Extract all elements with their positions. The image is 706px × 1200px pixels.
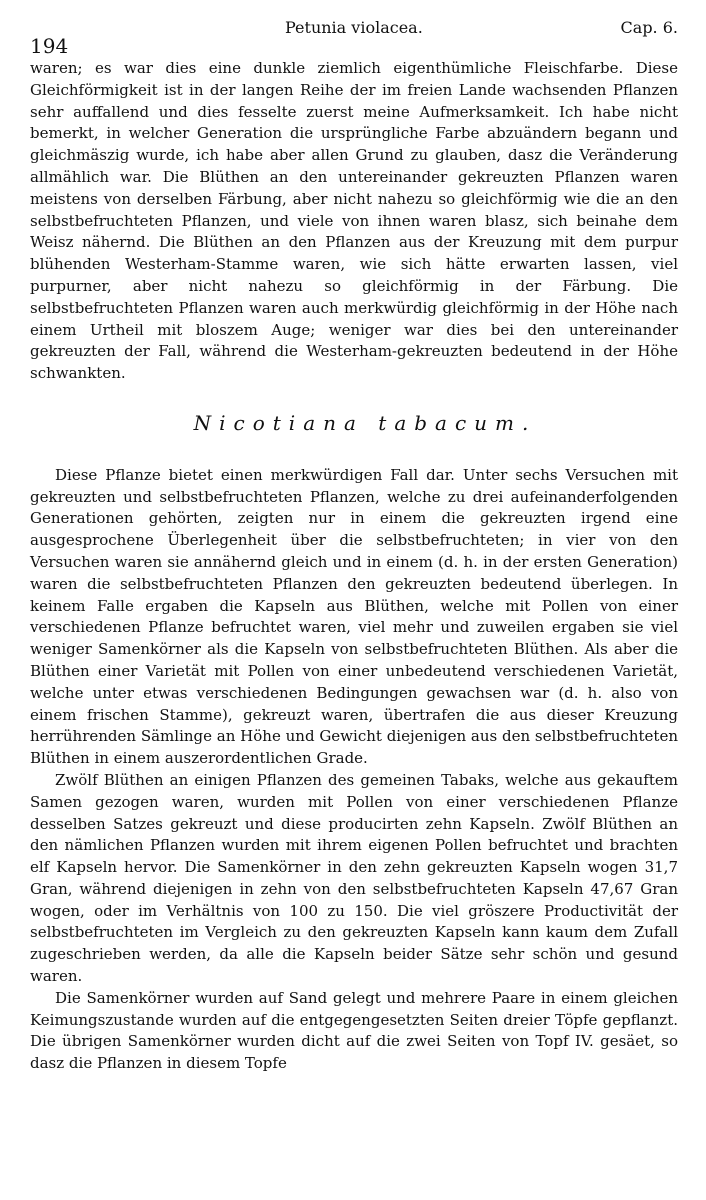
page-header [30, 10, 678, 58]
running-title: Petunia violacea. [285, 18, 423, 37]
paragraph-continuation: waren; es war dies eine dunkle ziemlich eigenthümliche Fleischfarbe. Diese Gleichförmigkeit ist in der langen Reihe der im freien Lande wachsenden Pflanzen sehr auffallend und dies fesselte zuerst meine Aufmerksamkeit. Ich habe nicht bemerkt, in welcher Generation die ursprüngliche Farbe abzuändern begann und gleichmäszig wurde, ich habe aber allen Grund zu glauben, dasz die Veränderung allmählich war. Die Blüthen an den untereinander gekreuzten Pflanzen waren meistens von derselben Färbung, aber nicht nahezu so gleichförmig wie die an den selbstbefruchteten Pflanzen, und viele von ihnen waren blasz, sich beinahe dem Weisz nähernd. Die Blüthen an den Pflanzen aus der Kreuzung mit dem purpur blühenden Westerham-Stamme waren, wie sich hätte erwarten lassen, viel purpurner, aber nicht nahezu so gleichförmig in der Färbung. Die selbstbefruchteten Pflanzen waren auch merkwürdig gleichförmig in der Höhe nach einem Urtheil mit bloszem Auge; weniger war dies bei den untereinander gekreuzten der Fall, während die Westerham-gekreuzten bedeutend in der Höhe schwankten. [30, 59, 678, 383]
document-body [30, 58, 678, 1075]
paragraph: Diese Pflanze bietet einen merkwürdigen Fall dar. Unter sechs Versuchen mit gekreuzten und selbstbefruchteten Pflanzen, welche zu drei aufeinanderfolgenden Generationen gehörten, zeigten nur in einem die gekreuzten irgend eine ausgesprochene Überlegenheit über die selbstbefruchteten; in vier von den Versuchen waren sie annähernd gleich und in einem (d. h. in der ersten Generation) waren die selbstbefruchteten Pflanzen den gekreuzten bedeutend überlegen. In keinem Falle ergaben die Kapseln aus Blüthen, welche mit Pollen von einer verschiedenen Pflanze befruchtet waren, viel mehr und zuweilen ergaben sie viel weniger Samenkörner als die Kapseln von selbstbefruchteten Blüthen. Als aber die Blüthen einer Varietät mit Pollen von einer unbedeutend verschiedenen Varietät, welche unter etwas verschiedenen Bedingungen gewachsen war (d. h. also von einem frischen Stamme), gekreuzt waren, übertrafen die aus dieser Kreuzung herrührenden Sämlinge an Höhe und Gewicht diejenigen aus den selbstbefruchteten Blüthen in einem auszerordentlichen Grade. [30, 465, 678, 768]
page-number: 194 [30, 34, 69, 58]
paragraph: Zwölf Blüthen an einigen Pflanzen des gemeinen Tabaks, welche aus gekauftem Samen gezogen waren, wurden mit Pollen von einer verschiedenen Pflanze desselben Satzes gekreuzt und diese producirten zehn Kapseln. Zwölf Blüthen an den nämlichen Pflanzen wurden mit ihrem eigenen Pollen befruchtet und brachten elf Kapseln hervor. Die Samenkörner in den zehn gekreuzten Kapseln wogen 31,7 Gran, während diejenigen in zehn von den selbstbefruchteten Kapseln 47,67 Gran wogen, oder im Verhältnis von 100 zu 150. Die viel gröszere Productivität der selbstbefruchteten im Vergleich zu den gekreuzten Kapseln kann kaum dem Zufall zugeschrieben werden, da alle die Kapseln beider Sätze sehr schön und gesund waren. [30, 770, 678, 986]
section-title: Nicotiana tabacum. [193, 410, 537, 435]
paragraph: Die Samenkörner wurden auf Sand gelegt und mehrere Paare in einem gleichen Keimungszustande wurden auf die entgegengesetzten Seiten dreier Töpfe gepflanzt. Die übrigen Samenkörner wurden dicht auf die zwei Seiten von Topf IV. gesäet, so dasz die Pflanzen in diesem Topfe [30, 988, 678, 1073]
chapter-label: Cap. 6. [620, 18, 678, 37]
